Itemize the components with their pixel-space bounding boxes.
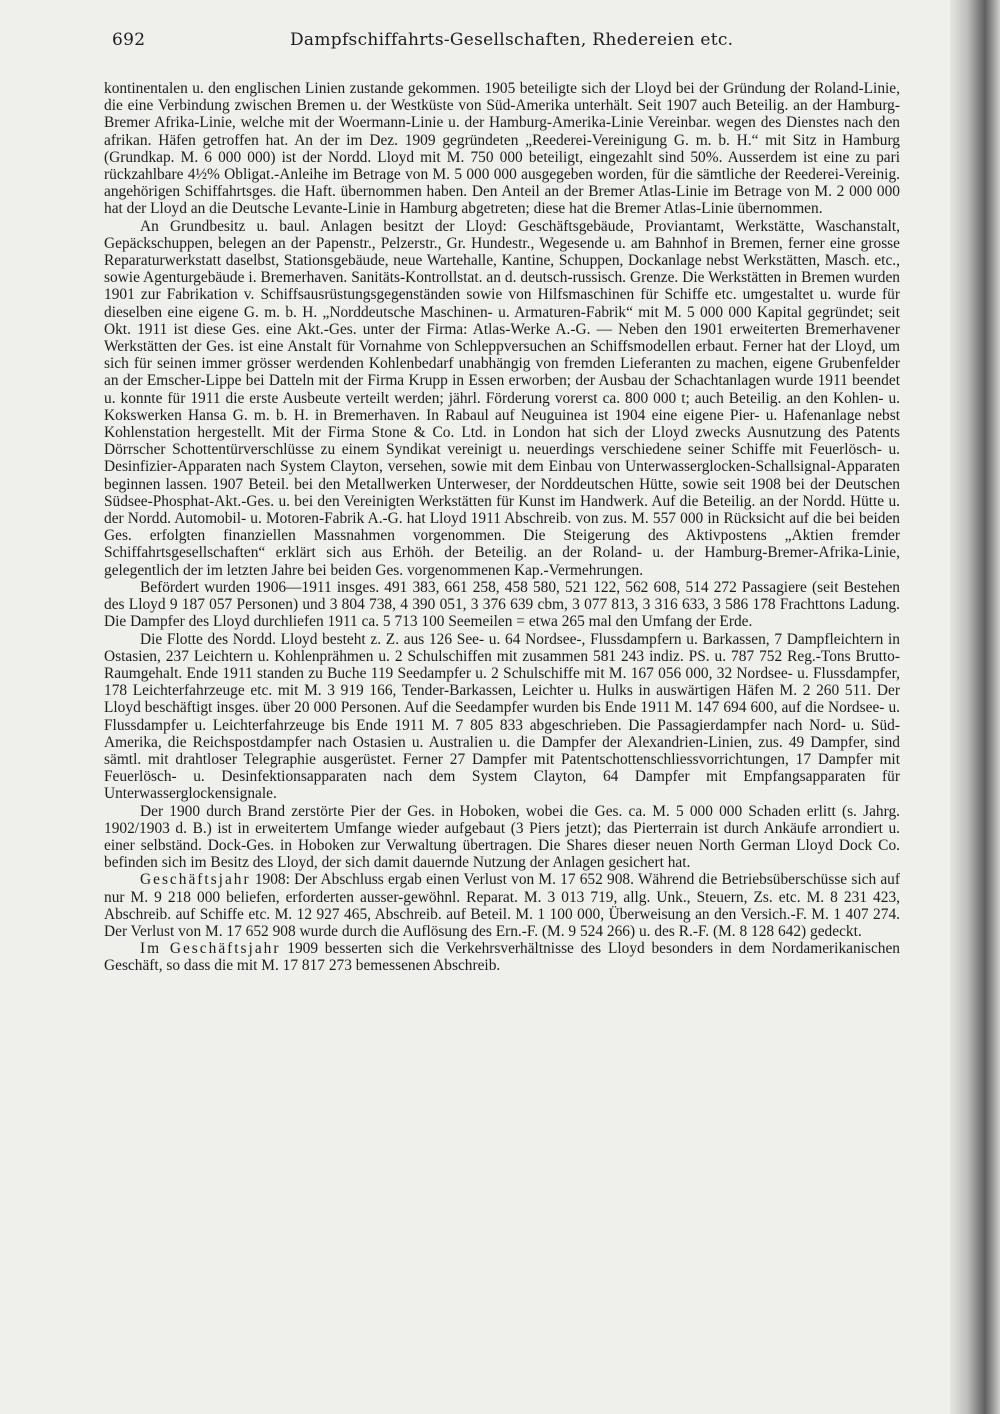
paragraph-real-estate: An Grundbesitz u. baul. Anlagen besitzt der Lloyd: Geschäftsgebäude, Proviantamt, Werkstätte, Waschanstalt, Gepäckschuppen, belegen an der Papenstr., Pelzerstr., Gr. Hundestr., Wegesende u. am Bahnhof in Bremen, ferner eine grosse Reparaturwerkstatt daselbst, Stationsgebäude, neue Wartehalle, Kantine, Schuppen, Dockanlage nebst Werkstätten, Masch. etc., sowie Agenturgebäude i. Bremerhaven. Sanitäts-Kontrollstat. an d. deutsch-russisch. Grenze. Die Werkstätten in Bremen wurden 1901 zur Fabrikation v. Schiffsausrüstungsgegenständen sowie von Hilfsmaschinen für Schiffe etc. umgestaltet u. wurde für dieselben eine eigene G. m. b. H. „Norddeutsche Maschinen- u. Armaturen-Fabrik“ mit M. 5 000 000 Kapital gegründet; seit Okt. 1911 ist diese Ges. eine Akt.-Ges. unter der Firma: Atlas-Werke A.-G. — Neben den 1901 erweiterten Bremerhavener Werkstätten der Ges. ist eine Anstalt für Vornahme von Schleppversuchen an Schiffsmodellen erbaut. Ferner hat der Lloyd, um sich für seinen immer grösser werdenden Kohlenbedarf unabhängig von fremden Lieferanten zu machen, eigene Grubenfelder an der Emscher-Lippe bei Datteln mit der Firma Krupp in Essen erworben; der Ausbau der Schachtanlagen wurde 1911 beendet u. konnte für 1911 die erste Ausbeute verteilt werden; jährl. Förderung vorerst ca. 800 000 t; auch Beteilig. an den Kohlen- u. Kokswerken Hansa G. m. b. H. in Bremerhaven. In Rabaul auf Neuguinea ist 1904 eine eigene Pier- u. Hafenanlage nebst Kohlenstation hergestellt. Mit der Firma Stone & Co. Ltd. in London hat sich der Lloyd zwecks Ausnutzung des Patents Dörrscher Schottentürverschlüsse zu einem Syndikat vereinigt u. neuerdings verschiedene seiner Schiffe mit Feuerlösch- u. Desinfizier-Apparaten nach System Clayton, versehen, sowie mit dem Einbau von Unterwasserglocken-Schallsignal-Apparaten beginnen lassen. 1907 Beteil. bei den Metallwerken Unterweser, der Norddeutschen Hütte, sowie seit 1908 bei der Deutschen Südsee-Phosphat-Akt.-Ges. u. bei den Vereinigten Werkstätten für Kunst im Handwerk. Auf die Beteilig. an der Nordd. Hütte u. der Nordd. Automobil- u. Motoren-Fabrik A.-G. hat Lloyd 1911 Abschreib. von zus. M. 557 000 in Rücksicht auf die bei beiden Ges. erfolgten finanziellen Massnahmen vorgenommen. Die Steigerung des Aktivpostens „Aktien fremder Schiffahrtsgesellschaften“ erklärt sich aus Erhöh. der Beteilig. an der Roland- u. der Hamburg-Bremer-Afrika-Linie, gelegentlich der im letzten Jahre bei beiden Ges. vorgenommenen Kap.-Vermehrungen. <box>104 217 900 579</box>
running-head: Dampfschiffahrts-Gesellschaften, Rhedereien etc. <box>290 30 734 50</box>
paragraph-transport-stats: Befördert wurden 1906—1911 insges. 491 383, 661 258, 458 580, 521 122, 562 608, 514 272 Passagiere (seit Bestehen des Lloyd 9 187 057 Personen) und 3 804 738, 4 390 051, 3 376 639 cbm, 3 077 813, 3 316 633, 3 586 178 Frachttons Ladung. Die Dampfer des Lloyd durchliefen 1911 ca. 5 713 100 Seemeilen = etwa 265 mal den Umfang der Erde. <box>104 578 900 631</box>
paragraph-fiscal-1908: Geschäftsjahr 1908: Der Abschluss ergab einen Verlust von M. 17 652 908. Während die Betriebsüberschüsse sich auf nur M. 9 218 000 beliefen, erforderten ausser-gewöhnl. Reparat. M. 3 013 719, allg. Unk., Steuern, Zs. etc. M. 8 231 423, Abschreib. auf Schiffe etc. M. 12 927 465, Abschreib. auf Beteil. M. 1 100 000, Überweisung an den Versich.-F. M. 1 407 274. Der Verlust von M. 17 652 908 wurde durch die Auflösung des Ern.-F. (M. 9 524 266) u. des R.-F. (M. 8 128 642) gedeckt. <box>104 871 900 940</box>
article-body <box>104 80 900 975</box>
page-header <box>112 30 912 56</box>
fiscal-year-label: Geschäftsjahr <box>140 871 251 889</box>
paragraph-fleet: Die Flotte des Nordd. Lloyd besteht z. Z. aus 126 See- u. 64 Nordsee-, Flussdampfern u. Barkassen, 7 Dampfleichtern in Ostasien, 237 Leichtern u. Kohlenprähmen u. 2 Schulschiffen mit zusammen 581 243 indiz. PS. u. 787 752 Reg.-Tons Brutto-Raumgehalt. Ende 1911 standen zu Buche 119 Seedampfer u. 2 Schulschiffe mit M. 167 056 000, 32 Nordsee- u. Flussdampfer, 178 Leichterfahrzeuge etc. mit M. 3 919 166, Tender-Barkassen, Leichter u. Hulks in auswärtigen Häfen M. 2 260 511. Der Lloyd beschäftigt insges. über 20 000 Personen. Auf die Seedampfer wurden bis Ende 1911 M. 147 694 600, auf die Nordsee- u. Flussdampfer u. Leichterfahrzeuge bis Ende 1911 M. 7 805 833 abgeschrieben. Die Passagierdampfer nach Nord- u. Süd-Amerika, die Reichspostdampfer nach Ostasien u. Australien u. die Dampfer der Alexandrien-Linien, zus. 49 Dampfer, sind sämtl. mit drahtloser Telegraphie ausgerüstet. Ferner 27 Dampfer mit Patentschottenschliessvorrichtungen, 17 Dampfer mit Feuerlösch- u. Desinfektionsapparaten nach dem System Clayton, 64 Dampfer mit Empfangsapparaten für Unterwasserglockensignale. <box>104 630 900 803</box>
page-binding-edge <box>950 0 1000 1414</box>
page-number: 692 <box>112 30 146 50</box>
paragraph-fleet-lines: kontinentalen u. den englischen Linien zustande gekommen. 1905 beteiligte sich der Lloyd bei der Gründung der Roland-Linie, die eine Verbindung zwischen Bremen u. der Westküste von Süd-Amerika unterhält. Seit 1907 auch Beteilig. an der Hamburg-Bremer Afrika-Linie, welche mit der Woermann-Linie u. der Hamburg-Amerika-Linie Vereinbar. wegen des Dienstes nach den afrikan. Häfen getroffen hat. An der im Dez. 1909 gegründeten „Reederei-Vereinigung G. m. b. H.“ mit Sitz in Hamburg (Grundkap. M. 6 000 000) ist der Nordd. Lloyd mit M. 750 000 beteiligt, eingezahlt sind 50%. Ausserdem ist eine zu pari rückzahlbare 4½% Obligat.-Anleihe im Betrage von M. 5 000 000 ausgegeben worden, für die sämtliche der Reederei-Vereinig. angehörigen Schiffahrtsges. die Haft. übernommen haben. Den Anteil an der Bremer Atlas-Linie im Betrage von M. 2 000 000 hat der Lloyd an die Deutsche Levante-Linie in Hamburg abgetreten; diese hat die Bremer Atlas-Linie übernommen. <box>104 80 900 218</box>
fiscal-year-label: Im Geschäftsjahr <box>140 940 281 958</box>
paragraph-fiscal-1909: Im Geschäftsjahr 1909 besserten sich die Verkehrsverhältnisse des Lloyd besonders in dem Nordamerikanischen Geschäft, so dass die mit M. 17 817 273 bemessenen Abschreib. <box>104 940 900 975</box>
paragraph-hoboken-pier: Der 1900 durch Brand zerstörte Pier der Ges. in Hoboken, wobei die Ges. ca. M. 5 000 000 Schaden erlitt (s. Jahrg. 1902/1903 d. B.) ist in erweitertem Umfange wieder aufgebaut (3 Piers jetzt); das Pierterrain ist durch Ankäufe arrondiert u. einer selbständ. Dock-Ges. in Hoboken zur Verwaltung übertragen. Die Shares dieser neuen North German Lloyd Dock Co. befinden sich im Besitz des Lloyd, der sich damit dauernde Nutzung der Anlagen gesichert hat. <box>104 802 900 872</box>
